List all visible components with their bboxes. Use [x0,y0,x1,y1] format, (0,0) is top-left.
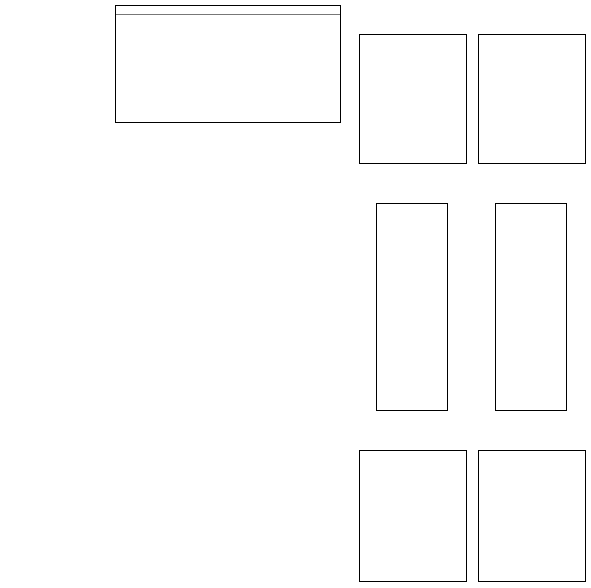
bodies-table-caption [116,6,340,15]
sacred-rays-panel [359,34,467,164]
weighted-rays-panel [359,450,467,582]
chart-wheel [0,195,355,570]
exoteric-right-table [495,203,567,411]
nonsacred-rays-panel [478,34,586,164]
exoteric-left-table [376,203,448,411]
unweighted-rays-panel [478,450,586,582]
bodies-table [115,5,341,123]
